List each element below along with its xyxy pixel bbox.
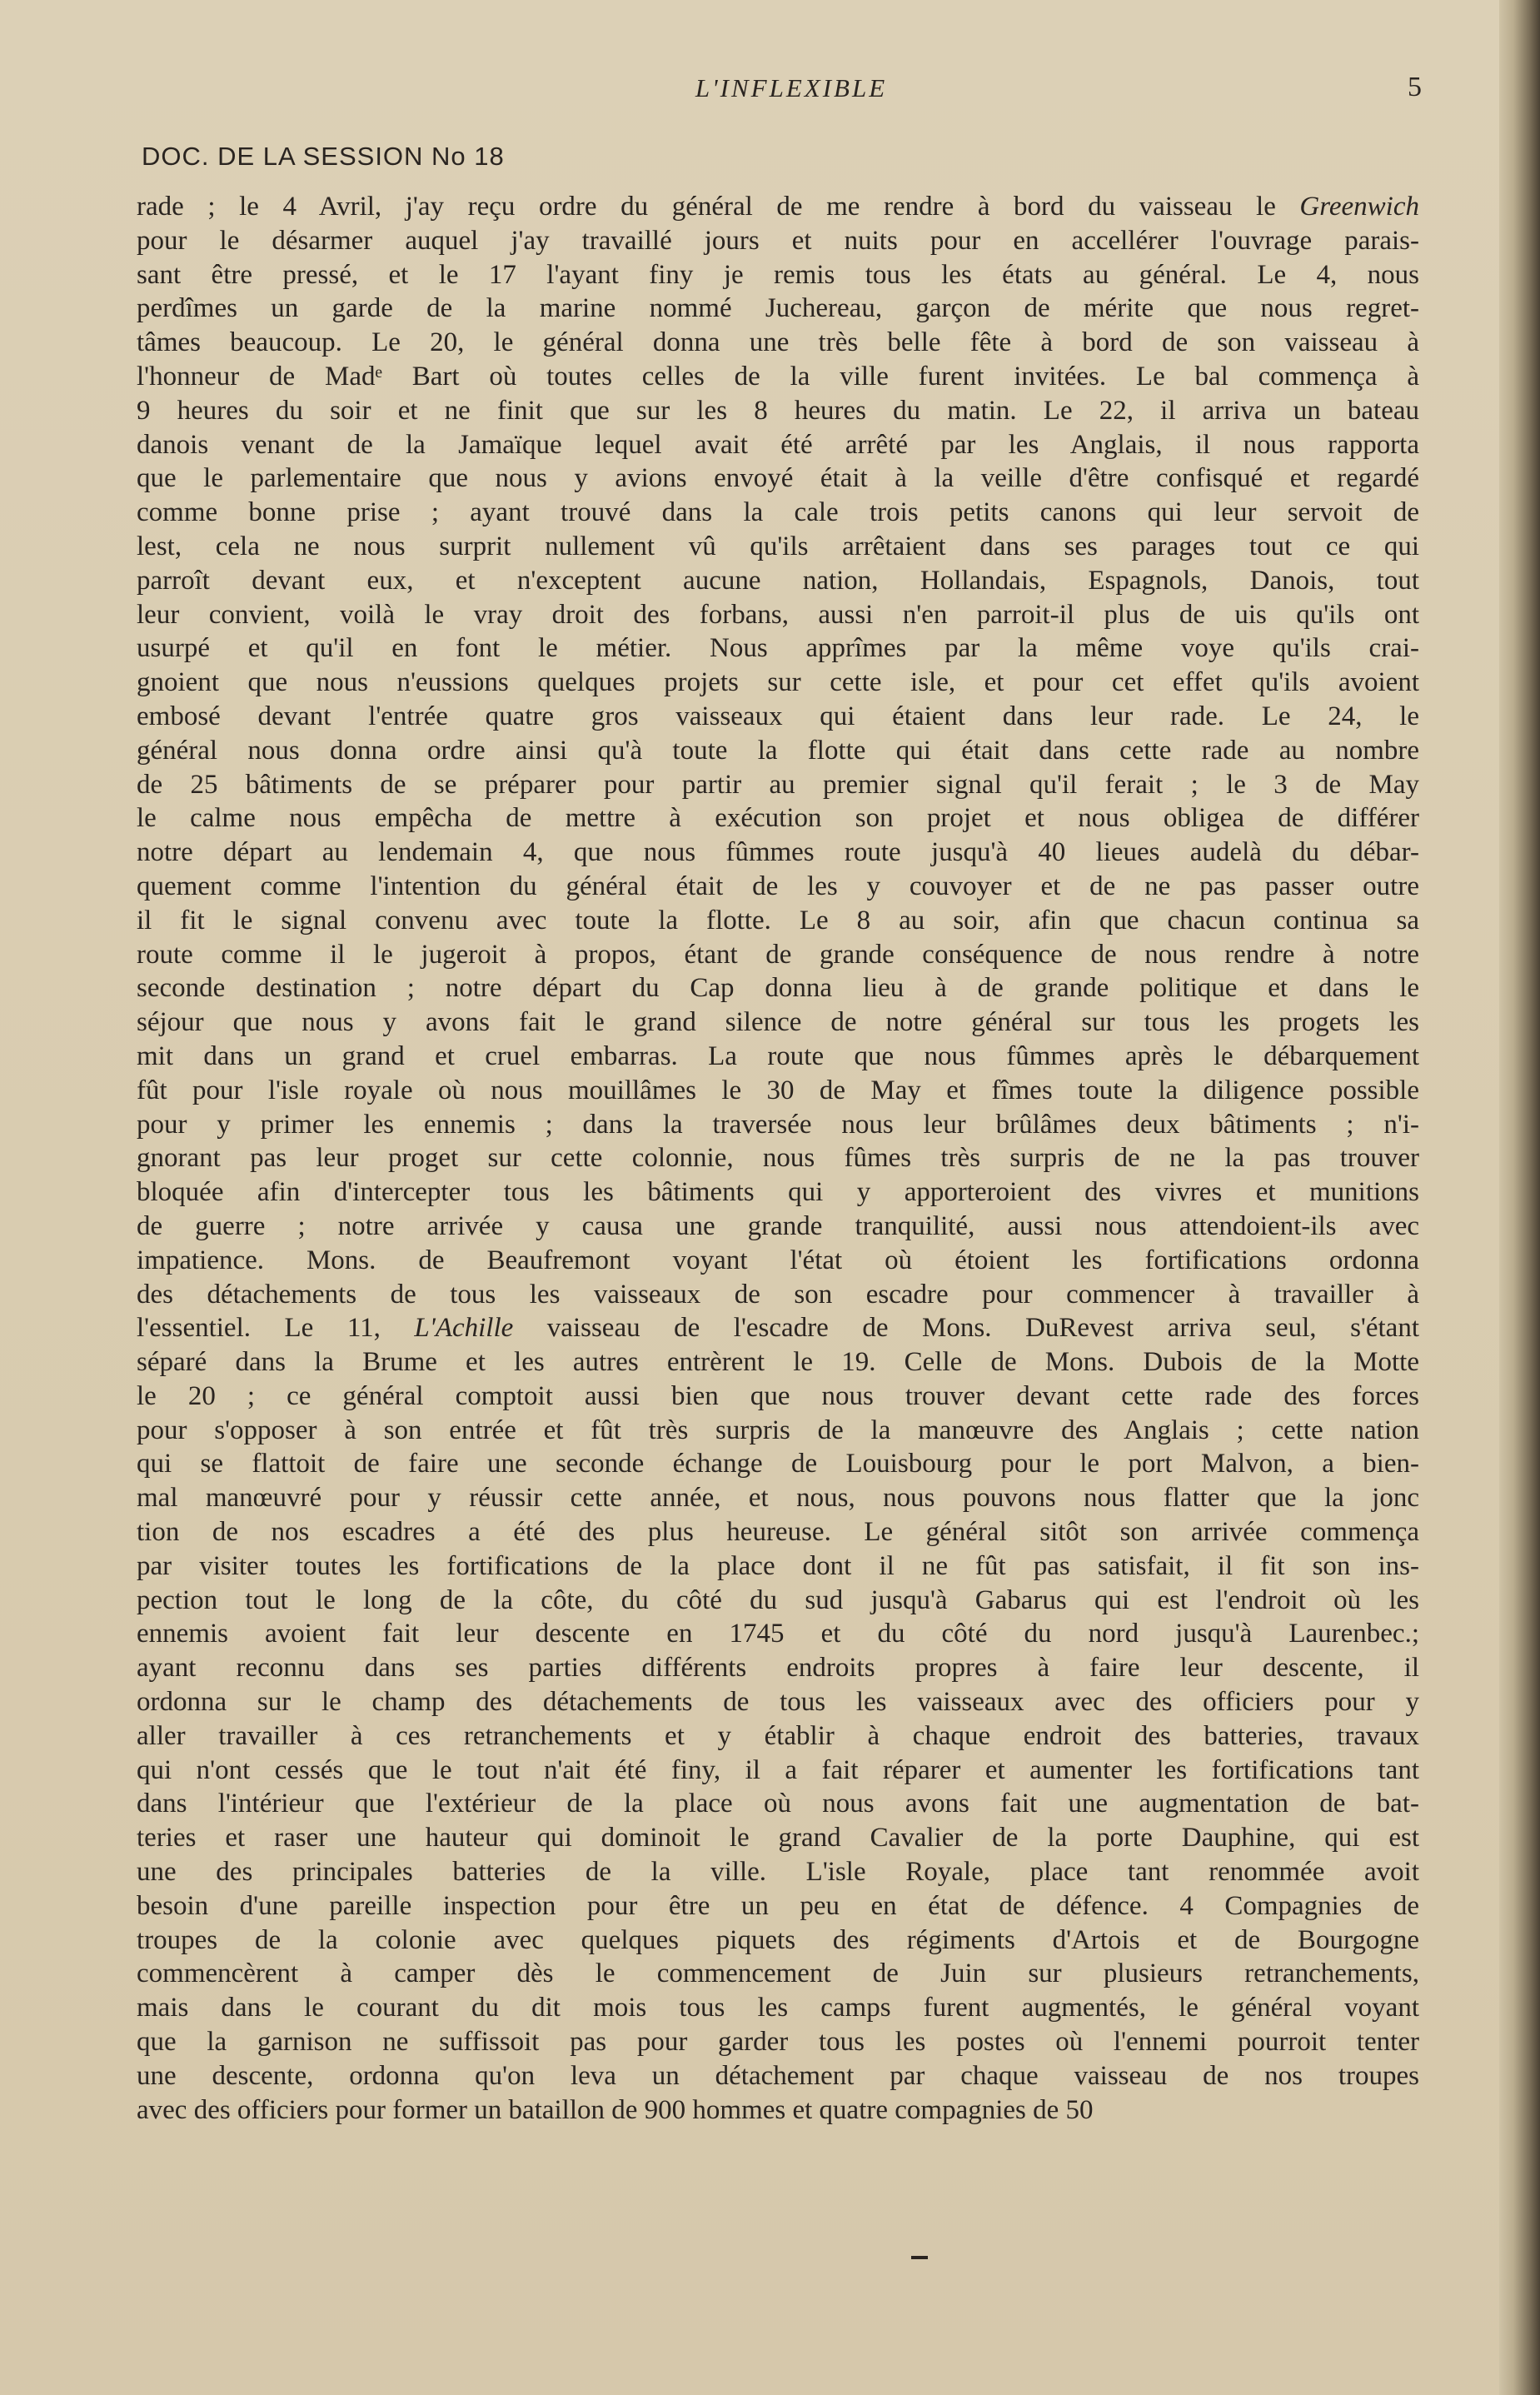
- text-segment: rade ; le 4 Avril, j'ay reçu ordre du général de me rendre à bord du vaisseau le: [137, 192, 1300, 222]
- page-number: 5: [1408, 72, 1422, 102]
- text-segment: comme bonne prise ; ayant trouvé dans la cale trois petits canons qui leur servoit de: [137, 497, 1419, 528]
- text-segment: que le parlementaire que nous y avions envoyé était à la veille d'être confisqué et regardé: [137, 463, 1419, 494]
- text-segment: il fit le signal convenu avec toute la flotte. Le 8 au soir, afin que chacun continua sa: [137, 905, 1419, 936]
- running-title: L'INFLEXIBLE: [695, 73, 888, 102]
- text-line: [137, 1481, 1419, 1515]
- text-line: [137, 1584, 1419, 1618]
- text-segment: général nous donna ordre ainsi qu'à toute la flotte qui était dans cette rade au nombre: [137, 735, 1419, 766]
- text-line: [137, 292, 1419, 326]
- text-line: [137, 836, 1419, 870]
- text-line: [137, 768, 1419, 802]
- text-segment: mais dans le courant du dit mois tous les camps furent augmentés, le général voyant: [137, 1993, 1419, 2023]
- text-line: [137, 1447, 1419, 1481]
- text-line: [137, 394, 1419, 428]
- text-segment: notre départ au lendemain 4, que nous fûmmes route jusqu'à 40 lieues audelà du débar-: [137, 837, 1419, 868]
- text-segment: aller travailler à ces retranchements et y établir à chaque endroit des batteries, travaux: [137, 1720, 1419, 1751]
- text-segment: impatience. Mons. de Beaufremont voyant l'état où étoient les fortifications ordonna: [137, 1245, 1419, 1275]
- text-segment: avec des officiers pour former un bataillon de 900 hommes et quatre compagnies de 50: [137, 2094, 1094, 2125]
- text-segment: danois venant de la Jamaïque lequel avait été arrêté par les Anglais, il nous rapporta: [137, 429, 1419, 460]
- text-line: [137, 496, 1419, 530]
- text-line: [137, 938, 1419, 972]
- text-line: [137, 1685, 1419, 1719]
- text-line: [137, 1244, 1419, 1278]
- text-segment: commencèrent à camper dès le commencement de Juin sur plusieurs retranchements,: [137, 1958, 1419, 1989]
- text-segment: seconde destination ; notre départ du Cap donna lieu à de grande politique et dans le: [137, 973, 1419, 1004]
- text-segment: quement comme l'intention du général était de les y couvoyer et de ne pas passer outre: [137, 871, 1419, 901]
- text-segment: embosé devant l'entrée quatre gros vaisseaux qui étaient dans leur rade. Le 24, le: [137, 701, 1419, 731]
- text-segment: par visiter toutes les fortifications de la place dont il ne fût pas satisfait, il fit son ins-: [137, 1550, 1419, 1581]
- text-segment: bloquée afin d'intercepter tous les bâtiments qui y apporteroient des vivres et munitions: [137, 1177, 1419, 1208]
- text-segment: besoin d'une pareille inspection pour être un peu en état de défence. 4 Compagnies de: [137, 1890, 1419, 1921]
- text-line: [137, 2059, 1419, 2093]
- text-line: [137, 564, 1419, 598]
- text-line: [137, 326, 1419, 360]
- text-segment: pection tout le long de la côte, du côté du sud jusqu'à Gabarus qui est l'endroit où les: [137, 1584, 1419, 1615]
- text-line: [137, 1311, 1419, 1345]
- text-line: [137, 1855, 1419, 1889]
- text-segment: le calme nous empêcha de mettre à exécution son projet et nous obligea de différer: [137, 803, 1419, 834]
- text-segment: de 25 bâtiments de se préparer pour partir au premier signal qu'il ferait ; le 3 de May: [137, 769, 1419, 800]
- text-line: [137, 1074, 1419, 1108]
- text-segment: leur convient, voilà le vray droit des forbans, aussi n'en parroit-il plus de uis qu'ils ont: [137, 599, 1419, 630]
- text-segment: le 20 ; ce général comptoit aussi bien que nous trouver devant cette rade des forces: [137, 1380, 1419, 1411]
- text-segment: mal manœuvré pour y réussir cette année, et nous, nous pouvons nous flatter que la jonc: [137, 1483, 1419, 1514]
- text-line: [137, 530, 1419, 564]
- italic-text-segment: Greenwich: [1299, 192, 1419, 222]
- text-line: [137, 1754, 1419, 1788]
- text-segment: usurpé et qu'il en font le métier. Nous apprîmes par la même voye qu'ils crai-: [137, 633, 1419, 664]
- text-segment: mit dans un grand et cruel embarras. La route que nous fûmmes après le débarquement: [137, 1040, 1419, 1071]
- text-line: [137, 1821, 1419, 1855]
- text-line: [137, 1923, 1419, 1958]
- text-segment: 9 heures du soir et ne finit que sur les 8 heures du matin. Le 22, il arriva un bateau: [137, 395, 1419, 426]
- footer-mark: [911, 2256, 928, 2259]
- text-segment: pour y primer les ennemis ; dans la traversée nous leur brûlâmes deux bâtiments ; n'i-: [137, 1109, 1419, 1140]
- text-line: [137, 1515, 1419, 1549]
- text-line: [137, 224, 1419, 258]
- text-line: [137, 870, 1419, 904]
- text-line: [137, 1787, 1419, 1821]
- text-segment: gnoient que nous n'eussions quelques projets sur cette isle, et pour cet effet qu'ils avoient: [137, 667, 1419, 698]
- text-line: [137, 258, 1419, 292]
- text-segment: lest, cela ne nous surprit nullement vû qu'ils arrêtaient dans ses parages tout ce qui: [137, 531, 1419, 561]
- text-line: [137, 1651, 1419, 1685]
- text-segment: tâmes beaucoup. Le 20, le général donna une très belle fête à bord de son vaisseau à: [137, 327, 1419, 358]
- text-line: [137, 1380, 1419, 1414]
- text-line: [137, 1175, 1419, 1210]
- text-segment: une descente, ordonna qu'on leva un détachement par chaque vaisseau de nos troupes: [137, 2060, 1419, 2091]
- text-segment: qui se flattoit de faire une seconde échange de Louisbourg pour le port Malvon, a bien-: [137, 1449, 1419, 1479]
- text-segment: fût pour l'isle royale où nous mouillâmes le 30 de May et fîmes toute la diligence possible: [137, 1075, 1419, 1105]
- text-line: [137, 2093, 1419, 2128]
- text-line: [137, 2025, 1419, 2059]
- text-segment: ayant reconnu dans ses parties différents endroits propres à faire leur descente, il: [137, 1653, 1419, 1684]
- text-line: [137, 462, 1419, 496]
- text-segment: gnorant pas leur proget sur cette colonnie, nous fûmes très surpris de ne la pas trouver: [137, 1143, 1419, 1174]
- text-line: [137, 1719, 1419, 1754]
- text-segment: de guerre ; notre arrivée y causa une grande tranquilité, aussi nous attendoient-ils avec: [137, 1210, 1419, 1241]
- text-line: [137, 904, 1419, 938]
- text-segment: séparé dans la Brume et les autres entrèrent le 19. Celle de Mons. Dubois de la Motte: [137, 1347, 1419, 1378]
- text-line: [137, 631, 1419, 666]
- text-line: [137, 971, 1419, 1005]
- text-segment: ennemis avoient fait leur descente en 1745 et du côté du nord jusqu'à Laurenbec.;: [137, 1619, 1419, 1649]
- text-segment: que la garnison ne suffissoit pas pour garder tous les postes où l'ennemi pourroit tenter: [137, 2027, 1419, 2058]
- text-line: [137, 1889, 1419, 1923]
- text-segment: sant être pressé, et le 17 l'ayant finy je remis tous les états au général. Le 4, nous: [137, 259, 1419, 290]
- text-segment: parroît devant eux, et n'exceptent aucune nation, Hollandais, Espagnols, Danois, tout: [137, 565, 1419, 596]
- text-segment: perdîmes un garde de la marine nommé Juchereau, garçon de mérite que nous regret-: [137, 293, 1419, 324]
- text-segment: ordonna sur le champ des détachements de tous les vaisseaux avec des officiers pour y: [137, 1687, 1419, 1718]
- text-line: [137, 700, 1419, 734]
- text-line: [137, 1617, 1419, 1651]
- text-segment: une des principales batteries de la ville. L'isle Royale, place tant renommée avoit: [137, 1857, 1419, 1888]
- text-line: [137, 1957, 1419, 1991]
- text-segment: route comme il le jugeroit à propos, étant de grande conséquence de nous rendre à notre: [137, 939, 1419, 970]
- text-segment: dans l'intérieur que l'extérieur de la place où nous avons fait une augmentation de bat-: [137, 1789, 1419, 1819]
- text-segment: teries et raser une hauteur qui dominoit le grand Cavalier de la porte Dauphine, qui est: [137, 1823, 1419, 1854]
- text-segment: qui n'ont cessés que le tout n'ait été finy, il a fait réparer et aumenter les fortifications tant: [137, 1754, 1419, 1785]
- session-header: DOC. DE LA SESSION No 18: [142, 142, 505, 171]
- text-line: [137, 1991, 1419, 2025]
- text-line: [137, 1549, 1419, 1584]
- text-line: [137, 428, 1419, 462]
- text-segment: l'essentiel. Le 11,: [137, 1313, 415, 1344]
- text-line: [137, 598, 1419, 632]
- text-segment: des détachements de tous les vaisseaux de son escadre pour commencer à travailler à: [137, 1279, 1419, 1310]
- book-spine-shadow: [1499, 0, 1540, 2395]
- text-segment: troupes de la colonie avec quelques piquets des régiments d'Artois et de Bourgogne: [137, 1924, 1419, 1955]
- text-segment: tion de nos escadres a été des plus heureuse. Le général sitôt son arrivée commença: [137, 1517, 1419, 1548]
- text-line: [137, 1345, 1419, 1380]
- text-line: [137, 1414, 1419, 1448]
- text-line: [137, 666, 1419, 700]
- text-line: [137, 734, 1419, 768]
- text-line: [137, 1278, 1419, 1312]
- text-segment: vaisseau de l'escadre de Mons. DuRevest arriva seul, s'étant: [513, 1313, 1419, 1344]
- text-line: [137, 1108, 1419, 1142]
- text-line: [137, 1141, 1419, 1175]
- italic-text-segment: L'Achille: [414, 1313, 514, 1344]
- text-segment: l'honneur de Madᵉ Bart où toutes celles de la ville furent invitées. Le bal commença à: [137, 361, 1419, 392]
- text-segment: pour le désarmer auquel j'ay travaillé jours et nuits pour en accellérer l'ouvrage parais-: [137, 225, 1419, 256]
- text-line: [137, 190, 1419, 224]
- text-line: [137, 360, 1419, 394]
- text-line: [137, 1210, 1419, 1244]
- body-text: [137, 190, 1419, 2127]
- text-segment: séjour que nous y avons fait le grand silence de notre général sur tous les progets les: [137, 1007, 1419, 1038]
- text-segment: pour s'opposer à son entrée et fût très surpris de la manœuvre des Anglais ; cette nation: [137, 1415, 1419, 1445]
- text-line: [137, 1040, 1419, 1074]
- text-line: [137, 801, 1419, 836]
- text-line: [137, 1005, 1419, 1040]
